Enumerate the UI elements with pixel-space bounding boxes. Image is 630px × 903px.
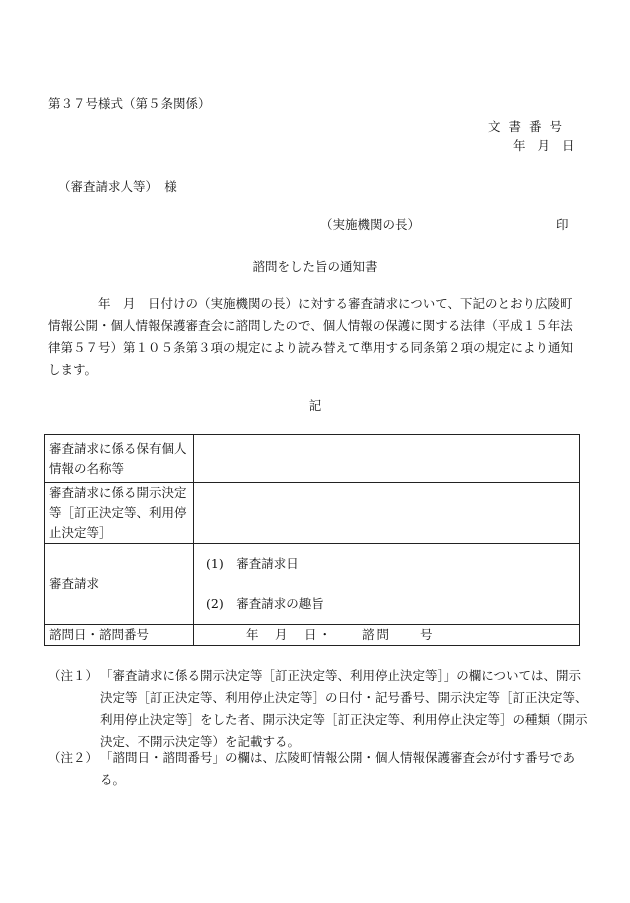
document-number: 文書番号 — [488, 119, 571, 134]
recipient: （審査請求人等） 様 — [58, 179, 177, 194]
document-date: 年 月 日 — [513, 138, 579, 153]
body-text: 年 月 日付けの（実施機関の長）に対する審査請求について、下記のとおり広陵町情報公開・個人情報保護審査会に諮問したので、個人情報の保護に関する法律（平成１５年法律第５７号）第１０５条第３項の規定により読み替えて準用する同条第２項の規定により通知します。 — [48, 296, 574, 377]
row-value-disclosure-decision — [194, 483, 580, 544]
note-1-label: （注１） — [48, 668, 99, 683]
row-label-disclosure-decision: 審査請求に係る開示決定等［訂正決定等、利用停止決定等］ — [45, 483, 194, 544]
row-value-info-name — [194, 435, 580, 483]
request-purpose-item: (2) 審査請求の趣旨 — [206, 596, 324, 611]
form-title: 第３７号様式（第５条関係） — [48, 96, 211, 111]
table-row — [45, 544, 580, 625]
note-1-text: 「審査請求に係る開示決定等［訂正決定等、利用停止決定等］」の欄については、開示決定等［訂正決定等、利用停止決定等］の日付・記号番号、開示決定等［訂正決定等、利用停止決定等］をした者、開示決定等［訂正決定等、利用停止決定等］の種類（開示決定、不開示決定等）を記載する。 — [100, 668, 588, 749]
row-label-request: 審査請求 — [45, 544, 194, 625]
table-row — [45, 483, 580, 544]
table-row — [45, 625, 580, 646]
details-table — [44, 434, 580, 646]
note-1 — [48, 665, 588, 753]
request-date-item: (1) 審査請求日 — [206, 556, 299, 571]
note-2-text: 「諮問日・諮問番号」の欄は、広陵町情報公開・個人情報保護審査会が付す番号である。 — [100, 750, 576, 787]
notice-title: 諮問をした旨の通知書 — [252, 259, 378, 274]
ki-heading: 記 — [308, 398, 322, 413]
row-value-request — [194, 544, 580, 625]
table-row — [45, 435, 580, 483]
row-label-consult-date: 諮問日・諮問番号 — [45, 625, 194, 646]
consult-date-value: 年 月 日・ 諮問 号 — [246, 627, 435, 642]
row-value-consult-date — [194, 625, 580, 646]
seal-mark: 印 — [556, 217, 569, 232]
row-label-info-name: 審査請求に係る保有個人情報の名称等 — [45, 435, 194, 483]
head-of-agency: （実施機関の長） — [320, 217, 421, 232]
note-2-label: （注２） — [48, 750, 99, 765]
note-2 — [48, 747, 588, 791]
